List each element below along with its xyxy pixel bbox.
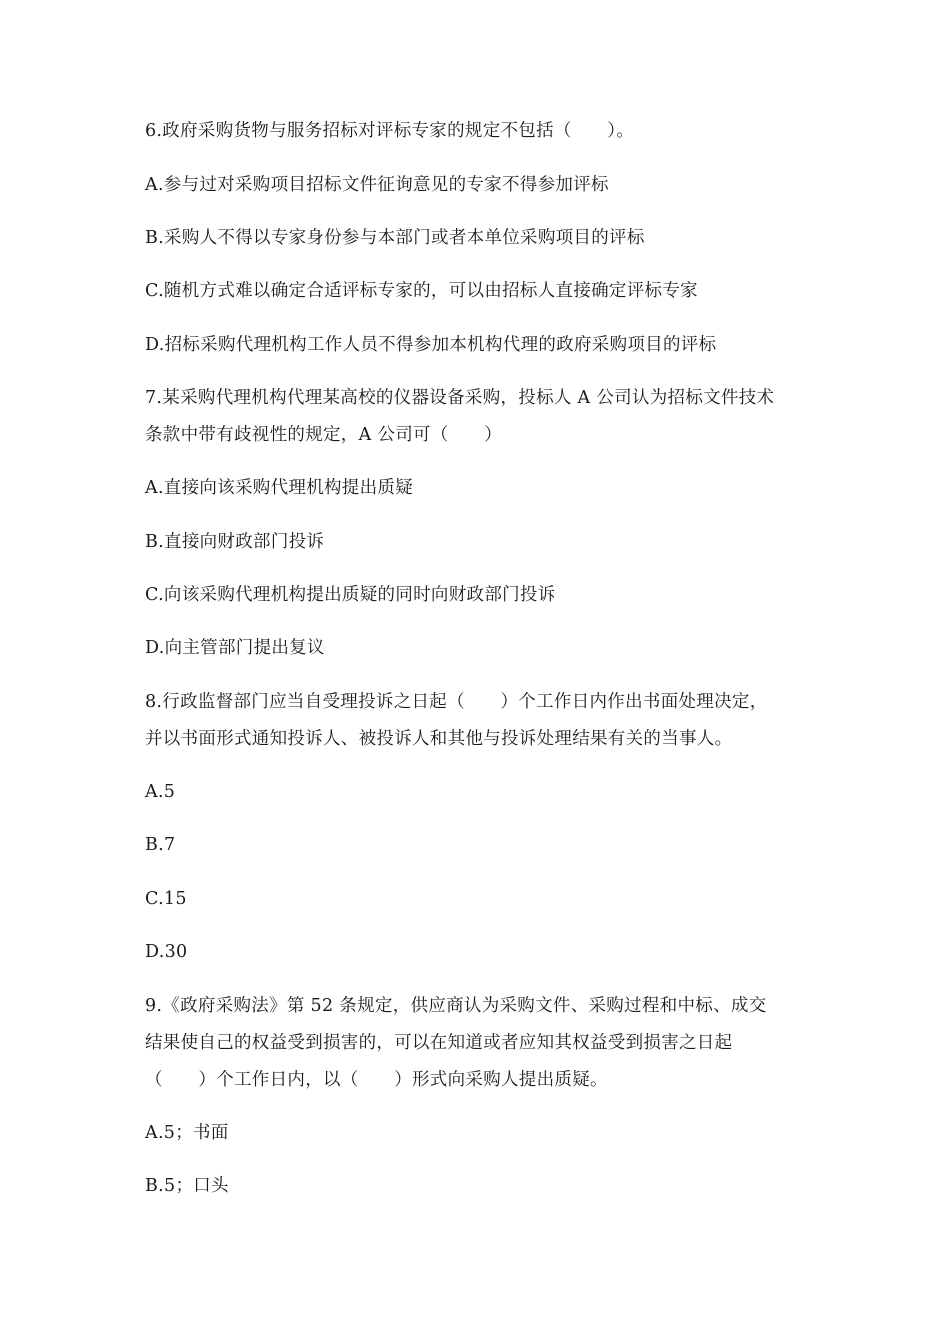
- question-8-option-b: B.7: [145, 835, 176, 855]
- question-8-stem-line-2: 并以书面形式通知投诉人、被投诉人和其他与投诉处理结果有关的当事人。: [145, 729, 733, 749]
- question-6-option-b: B.采购人不得以专家身份参与本部门或者本单位采购项目的评标: [145, 228, 645, 248]
- question-8-option-c: C.15: [145, 889, 187, 909]
- question-7-option-c: C.向该采购代理机构提出质疑的同时向财政部门投诉: [145, 585, 556, 605]
- question-8-stem-line-1: 8.行政监督部门应当自受理投诉之日起（ ）个工作日内作出书面处理决定，: [145, 692, 768, 712]
- question-7-option-b: B.直接向财政部门投诉: [145, 532, 325, 552]
- question-9-stem-line-2: 结果使自己的权益受到损害的，可以在知道或者应知其权益受到损害之日起: [145, 1033, 733, 1053]
- question-7-option-d: D.向主管部门提出复议: [145, 638, 325, 658]
- question-8-option-a: A.5: [145, 782, 176, 802]
- question-7-stem-line-1: 7.某采购代理机构代理某高校的仪器设备采购，投标人 A 公司认为招标文件技术: [145, 388, 775, 408]
- question-6-option-c: C.随机方式难以确定合适评标专家的，可以由招标人直接确定评标专家: [145, 281, 698, 301]
- question-9-stem-line-1: 9.《政府采购法》第 52 条规定，供应商认为采购文件、采购过程和中标、成交: [145, 996, 767, 1016]
- question-9-stem-line-3: （ ）个工作日内，以（ ）形式向采购人提出质疑。: [145, 1070, 608, 1090]
- question-8-option-d: D.30: [145, 942, 188, 962]
- question-7-stem-line-2: 条款中带有歧视性的规定，A 公司可（ ）: [145, 425, 502, 445]
- question-9-option-b: B.5；口头: [145, 1176, 229, 1196]
- question-7-option-a: A.直接向该采购代理机构提出质疑: [145, 478, 413, 498]
- question-6-option-a: A.参与过对采购项目招标文件征询意见的专家不得参加评标: [145, 175, 609, 195]
- question-6-stem: 6.政府采购货物与服务招标对评标专家的规定不包括（ ）。: [145, 121, 635, 141]
- question-6-option-d: D.招标采购代理机构工作人员不得参加本机构代理的政府采购项目的评标: [145, 335, 717, 355]
- question-9-option-a: A.5；书面: [145, 1123, 229, 1143]
